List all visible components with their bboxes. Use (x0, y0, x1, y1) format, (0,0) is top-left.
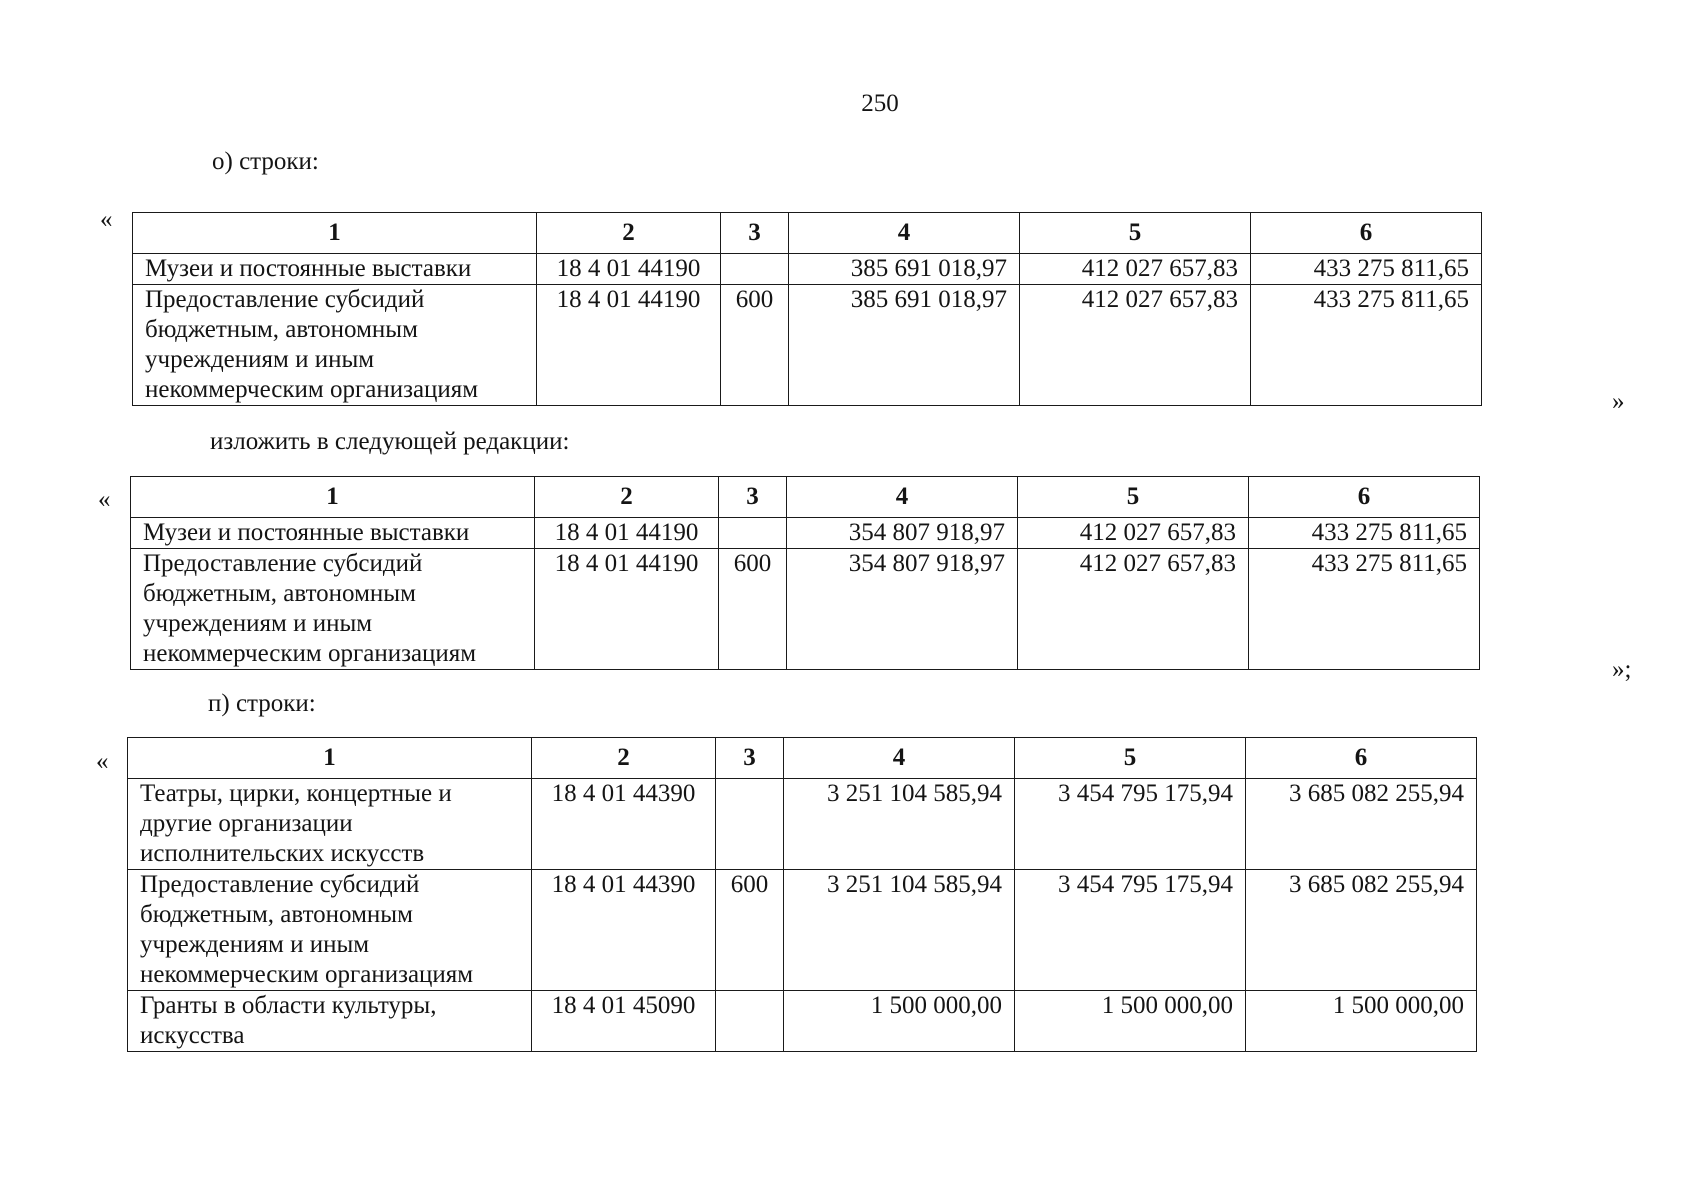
row-value-6: 433 275 811,65 (1249, 518, 1480, 549)
close-quote-semicolon: »; (1612, 656, 1632, 683)
close-quote: » (1612, 388, 1625, 415)
table-section-o-new (130, 476, 1480, 670)
page-number: 250 (861, 90, 899, 117)
row-value-4: 385 691 018,97 (789, 285, 1020, 406)
row-name: Предоставление субсидий бюджетным, автономным учреждениям и иным некоммерческим организациям (133, 285, 537, 406)
row-value-5: 412 027 657,83 (1020, 285, 1251, 406)
table-row (128, 870, 1477, 991)
open-quote: « (96, 748, 109, 775)
row-value-6: 433 275 811,65 (1251, 254, 1482, 285)
table-section-p (127, 737, 1477, 1052)
header-cell: 6 (1251, 213, 1482, 254)
row-value-4: 354 807 918,97 (787, 518, 1018, 549)
row-value-4: 3 251 104 585,94 (784, 779, 1015, 870)
row-value-5: 412 027 657,83 (1018, 518, 1249, 549)
row-value-5: 412 027 657,83 (1020, 254, 1251, 285)
table-row (128, 779, 1477, 870)
table-header-row (131, 477, 1480, 518)
header-cell: 3 (721, 213, 789, 254)
table-header-row (133, 213, 1482, 254)
header-cell: 2 (537, 213, 721, 254)
table-row (133, 254, 1482, 285)
table-row (133, 285, 1482, 406)
row-value-4: 1 500 000,00 (784, 991, 1015, 1052)
header-cell: 5 (1015, 738, 1246, 779)
table-row (131, 549, 1480, 670)
row-value-6: 433 275 811,65 (1251, 285, 1482, 406)
row-code: 18 4 01 44190 (537, 254, 721, 285)
header-cell: 6 (1249, 477, 1480, 518)
row-value-6: 433 275 811,65 (1249, 549, 1480, 670)
header-cell: 1 (128, 738, 532, 779)
section-p-caption: п) строки: (208, 690, 316, 717)
row-value-4: 354 807 918,97 (787, 549, 1018, 670)
row-value-6: 1 500 000,00 (1246, 991, 1477, 1052)
edit-caption: изложить в следующей редакции: (210, 428, 570, 455)
table-header-row (128, 738, 1477, 779)
row-code: 18 4 01 44390 (532, 870, 716, 991)
header-cell: 5 (1018, 477, 1249, 518)
header-cell: 4 (784, 738, 1015, 779)
table-section-o (132, 212, 1482, 406)
row-expense-type (721, 254, 789, 285)
row-name: Музеи и постоянные выставки (131, 518, 535, 549)
open-quote: « (100, 206, 113, 233)
header-cell: 2 (532, 738, 716, 779)
row-expense-type: 600 (716, 870, 784, 991)
row-value-6: 3 685 082 255,94 (1246, 779, 1477, 870)
header-cell: 4 (787, 477, 1018, 518)
open-quote: « (98, 486, 111, 513)
row-expense-type (719, 518, 787, 549)
row-name: Гранты в области культуры, искусства (128, 991, 532, 1052)
row-value-4: 385 691 018,97 (789, 254, 1020, 285)
header-cell: 3 (716, 738, 784, 779)
row-code: 18 4 01 44390 (532, 779, 716, 870)
row-value-5: 1 500 000,00 (1015, 991, 1246, 1052)
row-value-5: 3 454 795 175,94 (1015, 870, 1246, 991)
section-o-caption: о) строки: (212, 148, 319, 175)
row-value-4: 3 251 104 585,94 (784, 870, 1015, 991)
header-cell: 4 (789, 213, 1020, 254)
row-name: Музеи и постоянные выставки (133, 254, 537, 285)
table-row (131, 518, 1480, 549)
header-cell: 3 (719, 477, 787, 518)
row-expense-type (716, 779, 784, 870)
table-row (128, 991, 1477, 1052)
header-cell: 6 (1246, 738, 1477, 779)
row-code: 18 4 01 44190 (535, 518, 719, 549)
row-name: Театры, цирки, концертные и другие организации исполнительских искусств (128, 779, 532, 870)
header-cell: 5 (1020, 213, 1251, 254)
row-value-5: 3 454 795 175,94 (1015, 779, 1246, 870)
row-code: 18 4 01 44190 (537, 285, 721, 406)
row-name: Предоставление субсидий бюджетным, автономным учреждениям и иным некоммерческим организациям (128, 870, 532, 991)
header-cell: 2 (535, 477, 719, 518)
row-value-6: 3 685 082 255,94 (1246, 870, 1477, 991)
row-expense-type: 600 (721, 285, 789, 406)
row-expense-type (716, 991, 784, 1052)
row-expense-type: 600 (719, 549, 787, 670)
row-name: Предоставление субсидий бюджетным, автономным учреждениям и иным некоммерческим организациям (131, 549, 535, 670)
header-cell: 1 (133, 213, 537, 254)
header-cell: 1 (131, 477, 535, 518)
row-code: 18 4 01 45090 (532, 991, 716, 1052)
row-value-5: 412 027 657,83 (1018, 549, 1249, 670)
row-code: 18 4 01 44190 (535, 549, 719, 670)
